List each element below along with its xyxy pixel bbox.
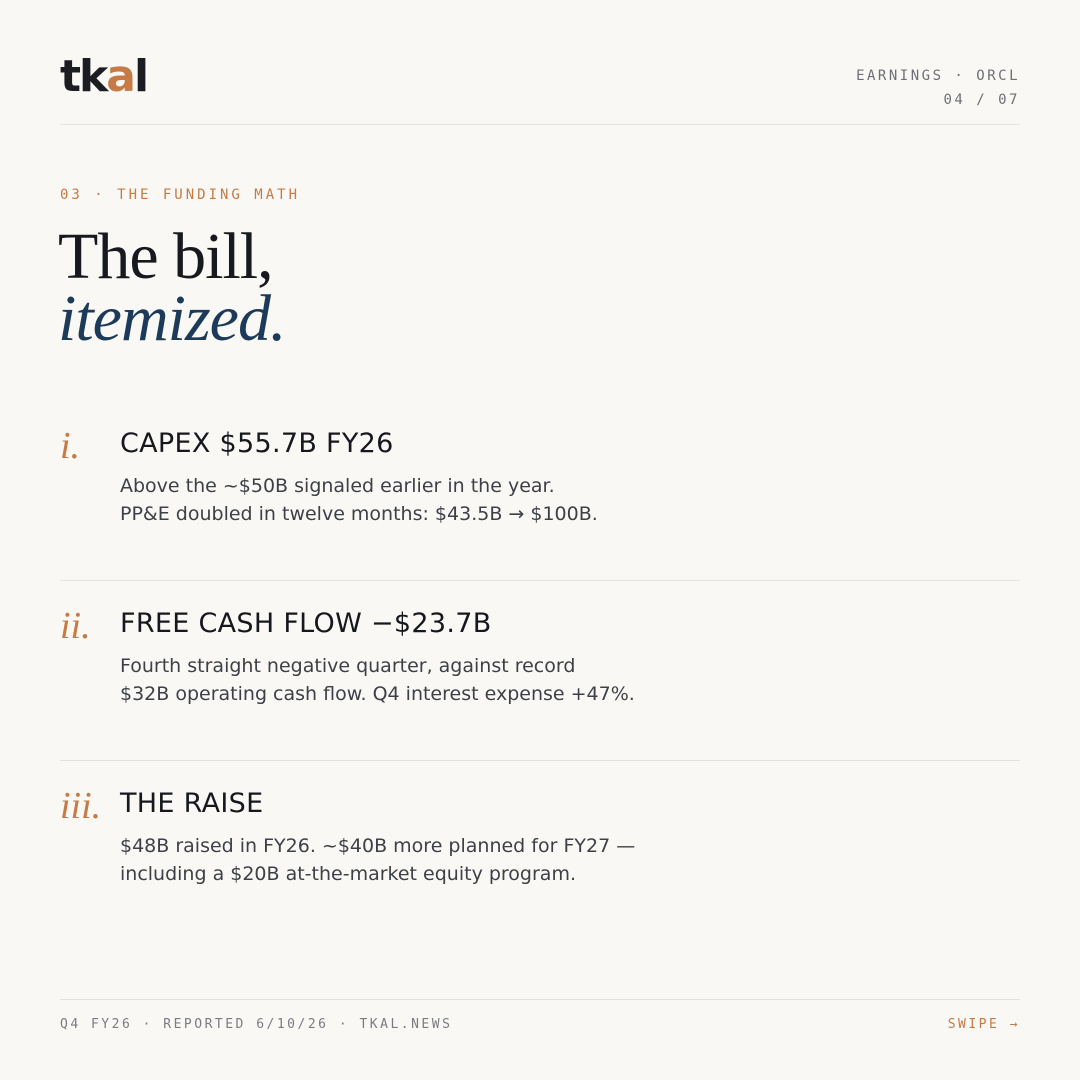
footer — [60, 999, 1020, 1050]
list-item — [60, 760, 1020, 940]
item-heading: FREE CASH FLOW −$23.7B — [120, 608, 492, 639]
item-body-line: $32B operating cash flow. Q4 interest expense +47%. — [120, 683, 635, 705]
header-meta — [856, 64, 1020, 112]
logo-text-end: l — [134, 51, 148, 102]
footer-source: Q4 FY26 · REPORTED 6/10/26 · TKAL.NEWS — [60, 1017, 453, 1032]
category-label: EARNINGS · ORCL — [856, 68, 1020, 84]
title-line-2: itemized. — [58, 282, 286, 355]
title-line-1: The bill, — [58, 220, 273, 293]
item-body — [120, 652, 635, 708]
item-numeral: iii. — [60, 785, 102, 827]
item-body-line: Fourth straight negative quarter, against record — [120, 655, 576, 677]
item-body-line: $48B raised in FY26. ~$40B more planned for FY27 — — [120, 835, 636, 857]
brand-logo — [60, 52, 147, 102]
item-body-line: PP&E doubled in twelve months: $43.5B → $100B. — [120, 503, 598, 525]
list-item — [60, 580, 1020, 761]
item-body — [120, 832, 635, 888]
item-body-line: including a $20B at-the-market equity program. — [120, 863, 576, 885]
page-title — [58, 220, 286, 355]
header — [60, 50, 1020, 125]
item-numeral: i. — [60, 425, 81, 467]
logo-text-accent: a — [106, 51, 134, 102]
item-numeral: ii. — [60, 605, 91, 647]
swipe-button[interactable]: SWIPE → — [947, 1017, 1020, 1032]
section-eyebrow: 03 · THE FUNDING MATH — [60, 187, 301, 203]
item-heading: CAPEX $55.7B FY26 — [120, 428, 394, 459]
item-body-line: Above the ~$50B signaled earlier in the year. — [120, 475, 555, 497]
page-indicator: 04 / 07 — [943, 92, 1020, 108]
item-body — [120, 472, 598, 528]
logo-text-start: tk — [60, 51, 107, 102]
item-heading: THE RAISE — [120, 788, 264, 819]
list-item — [60, 400, 1020, 581]
